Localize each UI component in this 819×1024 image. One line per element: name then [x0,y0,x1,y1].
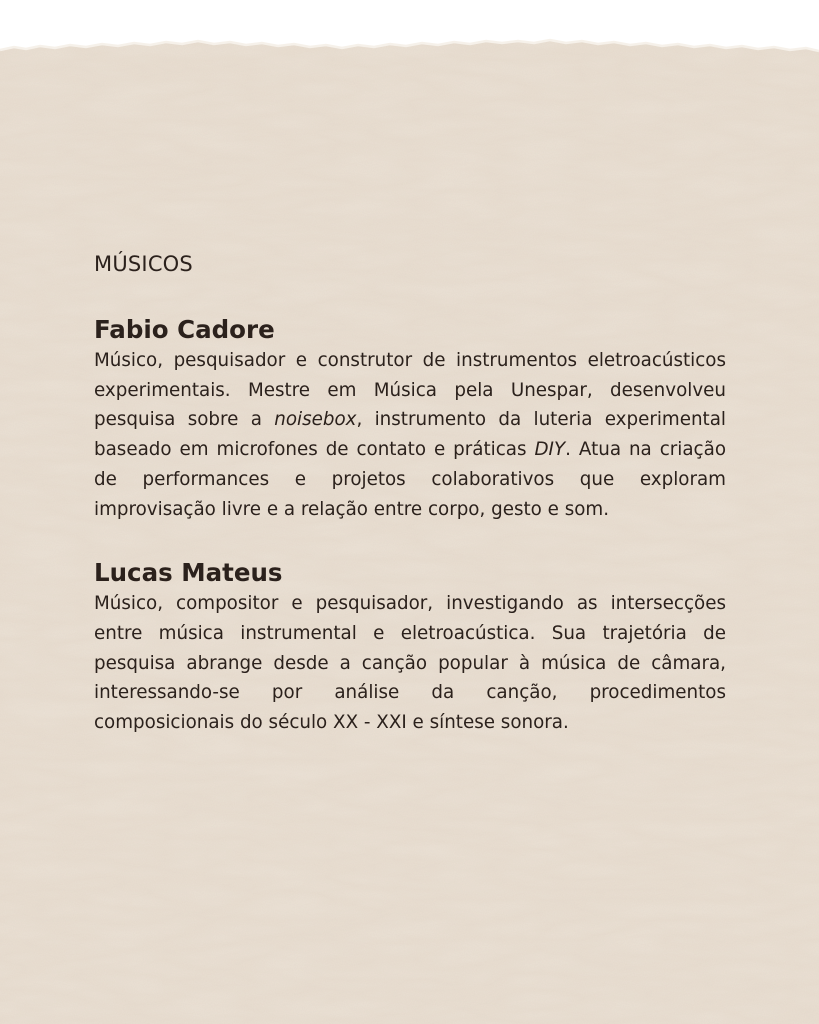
bio-text: Músico, compositor e pesquisador, investigando as intersecções entre música instrumental e eletroacústica. Sua trajetória de pesquisa abrange desde a canção popular à música de câmara, interessando-se por análise da canção, procedimentos composicionais do século XX - XXI e síntese sonora. [94,593,726,734]
bio-text-italic: noisebox [274,409,357,431]
musician-name: Fabio Cadore [94,315,275,344]
musician-entry [94,557,726,738]
musicians-section [94,248,726,771]
bio-text: . Atua na criação de performances e projetos colaborativos que exploram improvisação livre e a relação entre corpo, gesto e som. [94,439,726,520]
bio-text: , instrumento da luteria experimental baseado em microfones de contato e práticas [94,409,727,461]
musician-bio [94,589,726,738]
musician-entry [94,314,726,524]
musician-name: Lucas Mateus [94,558,283,588]
bio-text: Músico, pesquisador e construtor de instrumentos eletroacústicos experimentais. Mestre em Música pela Unespar, desenvolveu pesquisa sobre a [94,350,726,431]
bio-text-italic: DIY [534,439,566,461]
musician-bio [94,346,726,524]
section-title: MÚSICOS [94,252,193,276]
